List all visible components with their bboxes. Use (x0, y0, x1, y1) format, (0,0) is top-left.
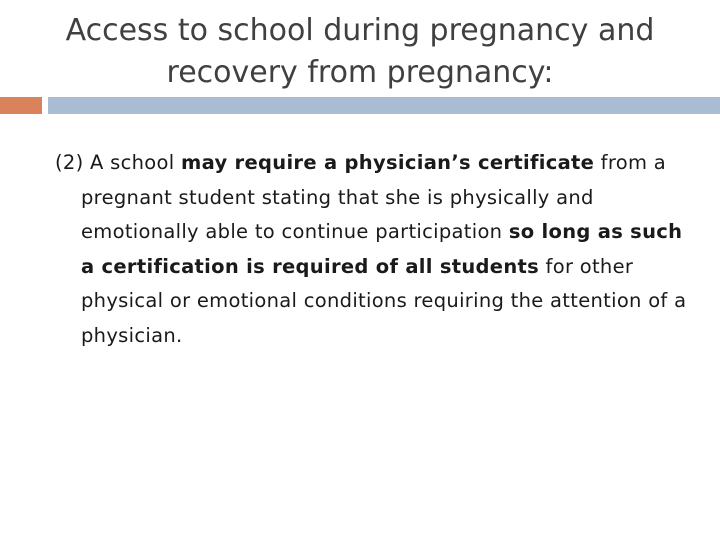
body-text-segment: (2) A school (55, 151, 181, 174)
body-paragraph (55, 146, 691, 353)
accent-bar-blue (48, 97, 720, 114)
body-text-segment: for other physical or emotional conditions requiring the attention of a physician. (81, 254, 687, 347)
slide-title: Access to school during pregnancy and recovery from pregnancy: (65, 13, 655, 90)
body-text-segment: from a pregnant student stating that she is physically and emotionally able to continue participation (81, 151, 667, 243)
accent-bar-orange (0, 97, 42, 114)
body-text-emphasis: may require a physician’s certificate (180, 151, 595, 174)
body-text-emphasis: so long as such a certification is required of all students (81, 220, 683, 278)
